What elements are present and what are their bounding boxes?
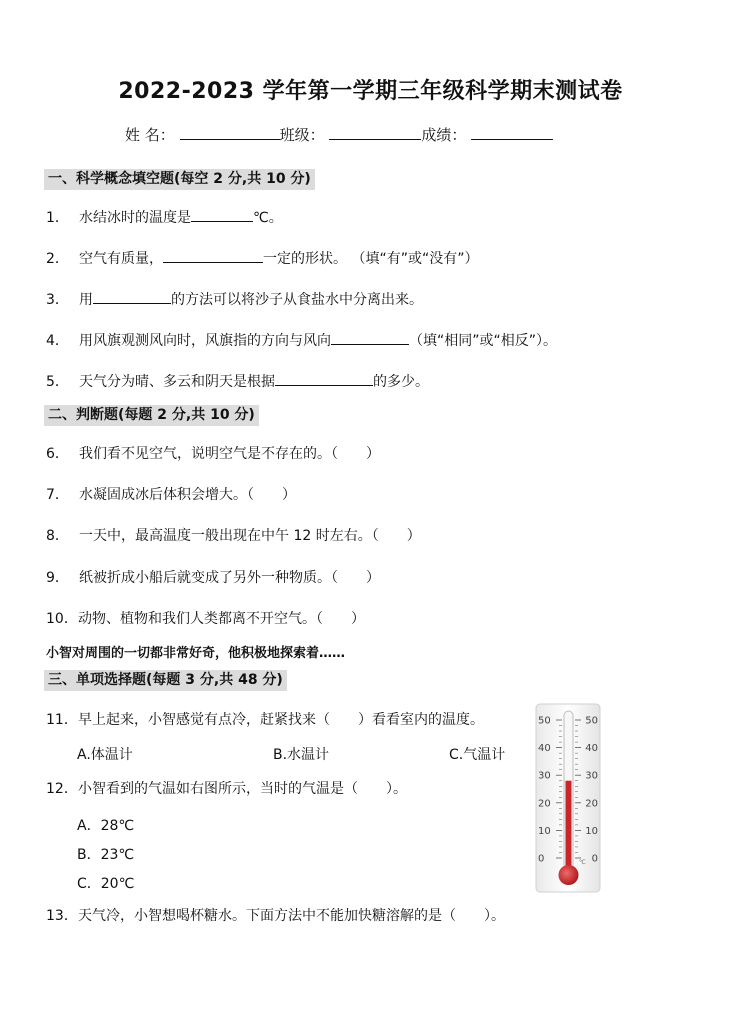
question-text: 天气冷，小智想喝杯糖水。下面方法中不能加快糖溶解的是（ ）。 [78,908,505,924]
thermometer-liquid [566,781,572,873]
question-1 [46,207,283,227]
scale-label: 50 [585,715,598,727]
question-number: 6． [46,446,69,462]
scale-label: 30 [538,770,551,782]
answer-blank[interactable] [93,290,171,304]
question-10 [46,608,365,628]
question-text: 水结冰时的温度是 [79,210,191,226]
question-9 [46,567,380,587]
question-text: 天气分为晴、多云和阴天是根据 [79,374,275,390]
question-text: 水凝固成冰后体积会增大。（ ） [79,487,296,503]
option-c[interactable]: C．20℃ [77,876,135,892]
question-number: 13． [46,908,78,924]
question-8 [46,525,421,545]
question-text: 一天中，最高温度一般出现在中午 12 时左右。（ ） [79,528,421,544]
question-number: 1． [46,210,69,226]
name-field[interactable] [180,125,280,140]
question-6 [46,443,380,463]
scale-label: 30 [585,770,598,782]
question-12 [46,778,407,798]
question-13 [46,905,505,925]
question-text-after: 的方法可以将沙子从食盐水中分离出来。 [171,292,423,308]
question-text-after: 的多少。 [373,374,429,390]
answer-blank[interactable] [331,331,409,345]
scale-label: 40 [585,743,598,755]
question-11 [46,709,484,729]
question-number: 5． [46,374,69,390]
section-heading-true-false: 二、判断题(每题 2 分,共 10 分) [44,405,259,426]
question-text: 动物、植物和我们人类都离不开空气。（ ） [78,611,365,627]
story-note: 小智对周围的一切都非常好奇，他积极地探索着…… [46,646,346,661]
name-label: 姓 名： [125,126,175,144]
section-heading-multiple-choice: 三、单项选择题(每题 3 分,共 48 分) [44,670,287,691]
option-a[interactable]: A.体温计 [77,747,133,763]
scale-label: 20 [538,798,551,810]
question-number: 9． [46,570,69,586]
question-text-after: （填“相同”或“相反”）。 [409,333,558,349]
scale-label: 10 [585,825,598,837]
class-label: 班级： [279,126,325,144]
question-text-after: 一定的形状。 （填“有”或“没有”） [263,251,479,267]
thermometer-figure [535,703,601,893]
scale-label: 50 [538,715,551,727]
option-b[interactable]: B．23℃ [77,847,135,863]
question-number: 4． [46,333,69,349]
question-text: 用 [79,292,93,308]
question-number: 8． [46,528,69,544]
answer-blank[interactable] [275,372,373,386]
scale-label: 10 [538,825,551,837]
question-number: 10． [46,611,78,627]
thermometer-unit: ℃ [579,859,586,866]
student-info-row [125,124,553,145]
question-number: 11． [46,712,78,728]
score-field[interactable] [471,125,553,140]
section-heading-fill-in: 一、科学概念填空题(每空 2 分,共 10 分) [44,169,315,190]
question-text-after: ℃。 [253,210,283,226]
question-4 [46,330,557,350]
question-5 [46,371,429,391]
question-text: 纸被折成小船后就变成了另外一种物质。（ ） [79,570,380,586]
option-b[interactable]: B.水温计 [273,747,330,763]
exam-title: 2022-2023 学年第一学期三年级科学期末测试卷 [118,79,623,104]
scale-label: 0 [591,853,598,865]
class-field[interactable] [329,125,421,140]
thermometer-bulb [559,865,579,885]
question-text: 用风旗观测风向时，风旗指的方向与风向 [79,333,331,349]
question-text: 小智看到的气温如右图所示，当时的气温是（ ）。 [78,781,407,797]
question-2 [46,248,478,268]
question-number: 3． [46,292,69,308]
question-text: 空气有质量， [79,251,163,267]
scale-label: 0 [538,853,545,865]
score-label: 成绩： [421,126,467,144]
question-text: 我们看不见空气，说明空气是不存在的。（ ） [79,446,380,462]
question-number: 7． [46,487,69,503]
option-c[interactable]: C.气温计 [449,747,506,763]
option-a[interactable]: A．28℃ [77,818,135,834]
answer-blank[interactable] [191,208,253,222]
question-number: 2． [46,251,69,267]
question-number: 12． [46,781,78,797]
scale-label: 40 [538,743,551,755]
question-text: 早上起来，小智感觉有点冷，赶紧找来（ ）看看室内的温度。 [78,712,484,728]
scale-label: 20 [585,798,598,810]
answer-blank[interactable] [163,249,263,263]
question-7 [46,484,296,504]
question-3 [46,289,423,309]
